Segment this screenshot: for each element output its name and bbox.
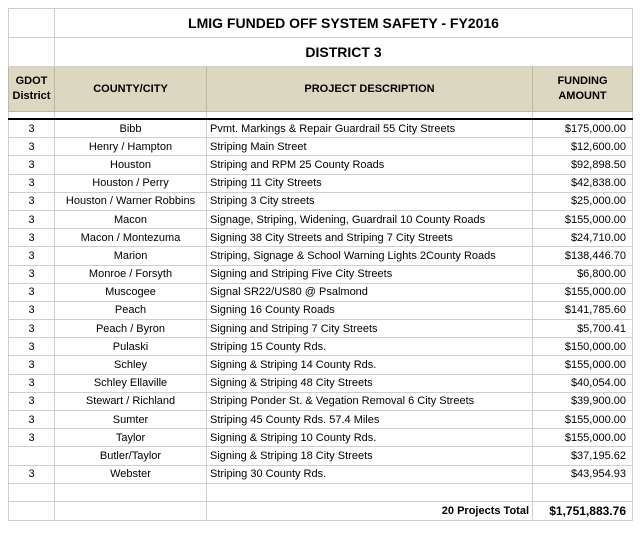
spreadsheet xyxy=(8,8,632,521)
county-cell: Marion xyxy=(55,247,207,265)
table-row xyxy=(9,265,633,283)
description-cell: Striping Main Street xyxy=(207,138,533,156)
county-cell: Pulaski xyxy=(55,338,207,356)
header-district-line2: District xyxy=(12,90,51,102)
header-county: COUNTY/CITY xyxy=(55,67,207,112)
empty-cell xyxy=(9,501,55,520)
amount-cell: $92,898.50 xyxy=(533,156,633,174)
county-cell: Henry / Hampton xyxy=(55,138,207,156)
header-funding-line1: FUNDING xyxy=(557,75,608,87)
description-cell: Striping 11 City Streets xyxy=(207,174,533,192)
empty-cell xyxy=(55,501,207,520)
table-row xyxy=(9,320,633,338)
amount-cell: $43,954.93 xyxy=(533,465,633,483)
header-row xyxy=(9,67,633,112)
county-cell: Sumter xyxy=(55,411,207,429)
header-funding-line2: AMOUNT xyxy=(558,90,607,102)
amount-cell: $155,000.00 xyxy=(533,210,633,228)
sheet-title: LMIG FUNDED OFF SYSTEM SAFETY - FY2016 xyxy=(55,9,633,38)
district-cell: 3 xyxy=(9,338,55,356)
table-row xyxy=(9,447,633,465)
amount-cell: $138,446.70 xyxy=(533,247,633,265)
amount-cell: $40,054.00 xyxy=(533,374,633,392)
description-cell: Striping and RPM 25 County Roads xyxy=(207,156,533,174)
district-cell: 3 xyxy=(9,174,55,192)
county-cell: Monroe / Forsyth xyxy=(55,265,207,283)
description-cell: Striping 3 City streets xyxy=(207,192,533,210)
empty-cell xyxy=(207,483,533,501)
table-row xyxy=(9,119,633,138)
description-cell: Signing 38 City Streets and Striping 7 City Streets xyxy=(207,229,533,247)
empty-cell xyxy=(9,483,55,501)
amount-cell: $141,785.60 xyxy=(533,301,633,319)
table-row xyxy=(9,356,633,374)
amount-cell: $25,000.00 xyxy=(533,192,633,210)
table-row xyxy=(9,229,633,247)
table-row xyxy=(9,338,633,356)
table-row xyxy=(9,411,633,429)
district-cell: 3 xyxy=(9,392,55,410)
empty-cell xyxy=(55,112,207,120)
amount-cell: $155,000.00 xyxy=(533,283,633,301)
amount-cell: $6,800.00 xyxy=(533,265,633,283)
county-cell: Schley Ellaville xyxy=(55,374,207,392)
county-cell: Taylor xyxy=(55,429,207,447)
table-row xyxy=(9,156,633,174)
district-cell: 3 xyxy=(9,320,55,338)
empty-cell xyxy=(55,483,207,501)
amount-cell: $37,195.62 xyxy=(533,447,633,465)
county-cell: Macon xyxy=(55,210,207,228)
description-cell: Signing & Striping 48 City Streets xyxy=(207,374,533,392)
table-row xyxy=(9,192,633,210)
table-row xyxy=(9,392,633,410)
empty-cell xyxy=(533,112,633,120)
county-cell: Houston / Perry xyxy=(55,174,207,192)
description-cell: Striping Ponder St. & Vegation Removal 6 City Streets xyxy=(207,392,533,410)
table-row xyxy=(9,301,633,319)
amount-cell: $150,000.00 xyxy=(533,338,633,356)
district-cell: 3 xyxy=(9,119,55,138)
table-row xyxy=(9,283,633,301)
empty-cell xyxy=(207,112,533,120)
table-row xyxy=(9,429,633,447)
header-description: PROJECT DESCRIPTION xyxy=(207,67,533,112)
district-subtitle: DISTRICT 3 xyxy=(55,38,633,67)
description-cell: Striping 30 County Rds. xyxy=(207,465,533,483)
table-row xyxy=(9,374,633,392)
county-cell: Peach / Byron xyxy=(55,320,207,338)
header-district-line1: GDOT xyxy=(15,75,48,87)
county-cell: Houston / Warner Robbins xyxy=(55,192,207,210)
county-cell: Muscogee xyxy=(55,283,207,301)
subtitle-row xyxy=(9,38,633,67)
district-cell: 3 xyxy=(9,356,55,374)
amount-cell: $24,710.00 xyxy=(533,229,633,247)
description-cell: Striping 45 County Rds. 57.4 Miles xyxy=(207,411,533,429)
description-cell: Signing and Striping 7 City Streets xyxy=(207,320,533,338)
amount-cell: $39,900.00 xyxy=(533,392,633,410)
amount-cell: $155,000.00 xyxy=(533,356,633,374)
district-cell: 3 xyxy=(9,265,55,283)
district-cell: 3 xyxy=(9,374,55,392)
empty-cell xyxy=(533,483,633,501)
table-row xyxy=(9,174,633,192)
county-cell: Bibb xyxy=(55,119,207,138)
description-cell: Signing 16 County Roads xyxy=(207,301,533,319)
district-cell: 3 xyxy=(9,429,55,447)
district-cell: 3 xyxy=(9,156,55,174)
district-cell: 3 xyxy=(9,283,55,301)
amount-cell: $5,700.41 xyxy=(533,320,633,338)
table-row xyxy=(9,138,633,156)
blank-row xyxy=(9,483,633,501)
county-cell: Macon / Montezuma xyxy=(55,229,207,247)
district-cell: 3 xyxy=(9,210,55,228)
district-cell: 3 xyxy=(9,465,55,483)
header-gap-row xyxy=(9,112,633,120)
description-cell: Pvmt. Markings & Repair Guardrail 55 City Streets xyxy=(207,119,533,138)
county-cell: Butler/Taylor xyxy=(55,447,207,465)
county-cell: Webster xyxy=(55,465,207,483)
district-cell: 3 xyxy=(9,138,55,156)
table-row xyxy=(9,465,633,483)
title-row xyxy=(9,9,633,38)
total-row xyxy=(9,501,633,520)
amount-cell: $175,000.00 xyxy=(533,119,633,138)
empty-cell xyxy=(9,9,55,38)
total-amount: $1,751,883.76 xyxy=(533,501,633,520)
funding-table xyxy=(8,8,633,521)
amount-cell: $42,838.00 xyxy=(533,174,633,192)
description-cell: Signal SR22/US80 @ Psalmond xyxy=(207,283,533,301)
table-row xyxy=(9,210,633,228)
empty-cell xyxy=(9,38,55,67)
description-cell: Signing and Striping Five City Streets xyxy=(207,265,533,283)
amount-cell: $155,000.00 xyxy=(533,429,633,447)
district-cell: 3 xyxy=(9,411,55,429)
amount-cell: $155,000.00 xyxy=(533,411,633,429)
header-district xyxy=(9,67,55,112)
description-cell: Signing & Striping 18 City Streets xyxy=(207,447,533,465)
county-cell: Stewart / Richland xyxy=(55,392,207,410)
header-funding xyxy=(533,67,633,112)
district-cell xyxy=(9,447,55,465)
description-cell: Signing & Striping 14 County Rds. xyxy=(207,356,533,374)
table-row xyxy=(9,247,633,265)
district-cell: 3 xyxy=(9,301,55,319)
district-cell: 3 xyxy=(9,247,55,265)
district-cell: 3 xyxy=(9,192,55,210)
amount-cell: $12,600.00 xyxy=(533,138,633,156)
description-cell: Signage, Striping, Widening, Guardrail 10 County Roads xyxy=(207,210,533,228)
description-cell: Striping, Signage & School Warning Lights 2County Roads xyxy=(207,247,533,265)
district-cell: 3 xyxy=(9,229,55,247)
description-cell: Signing & Striping 10 County Rds. xyxy=(207,429,533,447)
county-cell: Houston xyxy=(55,156,207,174)
empty-cell xyxy=(9,112,55,120)
county-cell: Peach xyxy=(55,301,207,319)
total-label: 20 Projects Total xyxy=(207,501,533,520)
county-cell: Schley xyxy=(55,356,207,374)
description-cell: Striping 15 County Rds. xyxy=(207,338,533,356)
